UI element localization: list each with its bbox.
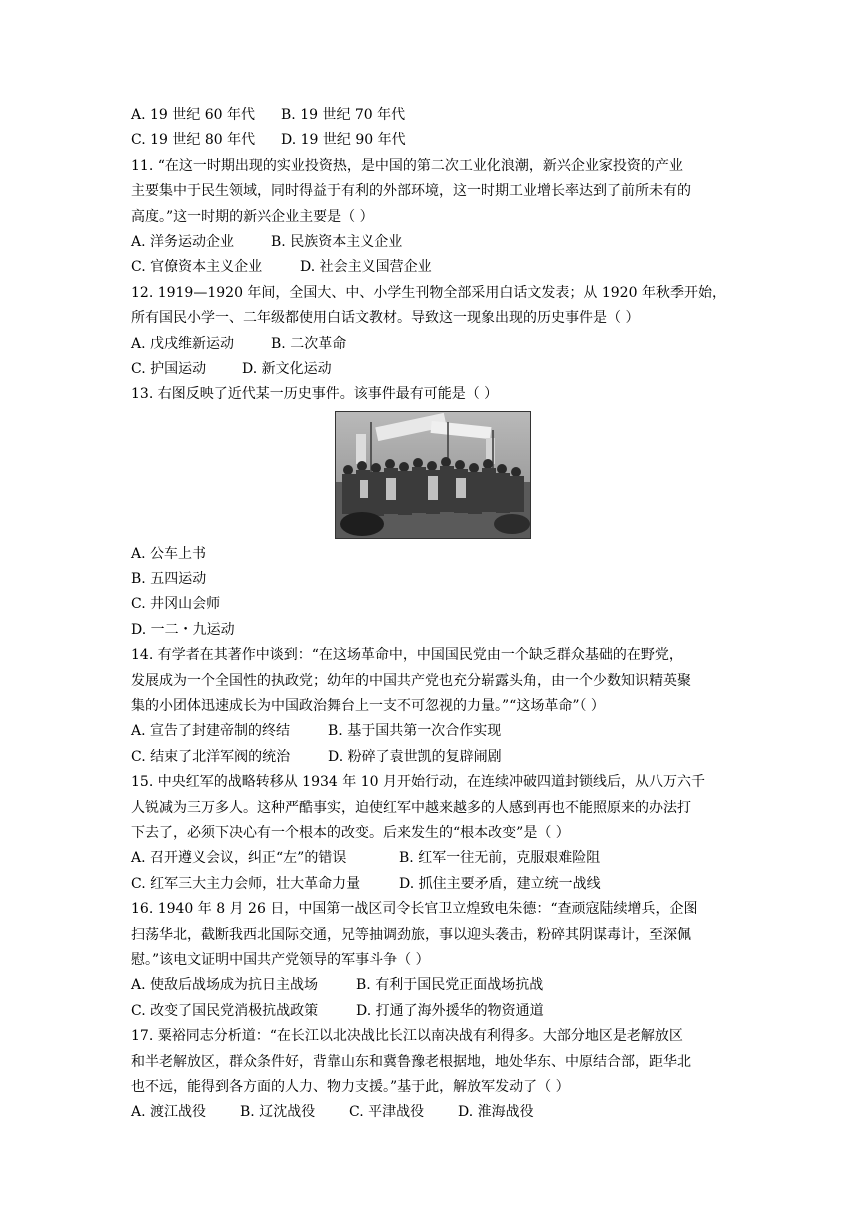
q15-option-b: B. 红军一往无前，克服艰难险阻 [399,850,601,867]
q14-option-a: A. 宣告了封建帝制的终结 [131,723,291,740]
q14-options-row-2 [131,745,731,770]
q12-option-d: D. 新文化运动 [242,360,332,377]
q15-stem-line-3: 下去了，必须下决心有一个根本的改变。后来发生的“根本改变”是（ ） [131,824,570,841]
q13-option-a: A. 公车上书 [131,545,207,562]
q10-options-row-2 [131,128,731,153]
q12-option-a: A. 戊戌维新运动 [131,335,235,352]
q17-options-row [131,1100,731,1125]
q15-option-c: C. 红军三大主力会师，壮大革命力量 [131,875,361,892]
q10-options-row-1 [131,103,731,128]
q11-options-row-1 [131,230,731,255]
q16-option-b: B. 有利于国民党正面战场抗战 [356,977,544,994]
q14-options-row-1 [131,719,731,744]
q12-stem-line-2: 所有国民小学一、二年级都使用白话文教材。导致这一现象出现的历史事件是（ ） [131,310,640,327]
q16-options-row-1 [131,973,731,998]
q11-option-c: C. 官僚资本主义企业 [131,259,263,276]
q13-option-b: B. 五四运动 [131,571,207,588]
q11-option-b: B. 民族资本主义企业 [271,233,403,250]
q16-stem-line-2: 扫荡华北，截断我西北国际交通，兄等抽调劲旅，事以迎头袭击，粉碎其阴谋毒计，至深佩 [131,926,691,943]
q12-stem-line-1: 12. 1919—1920 年间，全国大、中、小学生刊物全部采用白话文发表；从 1920 年秋季开始， [131,284,726,301]
q12-option-c: C. 护国运动 [131,360,207,377]
q14-stem-line-2: 发展成为一个全国性的执政党；幼年的中国共产党也充分崭露头角，由一个少数知识精英聚 [131,672,691,689]
q12-option-b: B. 二次革命 [271,335,347,352]
protest-march-photo [335,411,531,539]
q17-option-b: B. 辽沈战役 [240,1104,316,1121]
q15-stem-line-1: 15. 中央红军的战略转移从 1934 年 10 月开始行动，在连续冲破四道封锁线后，从八万六千 [131,774,705,791]
q11-options-row-2 [131,255,731,280]
q16-stem-line-1: 16. 1940 年 8 月 26 日，中国第一战区司令长官卫立煌致电朱德：“查顽寇陆续增兵，企图 [131,901,698,918]
q13-option-c: C. 井冈山会师 [131,596,221,613]
q14-stem-line-1: 14. 有学者在其著作中谈到：“在这场革命中，中国国民党由一个缺乏群众基础的在野党， [131,647,683,664]
q16-options-row-2 [131,999,731,1024]
q14-option-b: B. 基于国共第一次合作实现 [328,723,502,740]
q15-options-row-2 [131,872,731,897]
q17-option-a: A. 渡江战役 [131,1104,207,1121]
q12-options-row-2 [131,357,731,382]
q16-option-c: C. 改变了国民党消极抗战政策 [131,1002,319,1019]
q16-stem-line-3: 慰。”该电文证明中国共产党领导的军事斗争（ ） [131,951,430,968]
q14-stem-line-3: 集的小团体迅速成长为中国政治舞台上一支不可忽视的力量。”“这场革命”（ ） [131,698,605,715]
q17-stem-line-3: 也不远，能得到各方面的人力、物力支援。”基于此，解放军发动了（ ） [131,1078,570,1095]
q10-option-c: C. 19 世纪 80 年代 [131,132,256,149]
q15-options-row-1 [131,846,731,871]
q11-option-a: A. 洋务运动企业 [131,233,235,250]
q11-stem-line-3: 高度。”这一时期的新兴企业主要是（ ） [131,208,374,225]
q17-stem-line-1: 17. 粟裕同志分析道：“在长江以北决战比长江以南决战有利得多。大部分地区是老解放区 [131,1028,683,1045]
q16-option-d: D. 打通了海外援华的物资通道 [356,1002,544,1019]
q12-options-row-1 [131,332,731,357]
protest-march-illustration [336,412,530,538]
q15-stem-line-2: 人锐减为三万多人。这种严酷事实，迫使红军中越来越多的人感到再也不能照原来的办法打 [131,799,691,816]
q14-option-d: D. 粉碎了袁世凯的复辟闹剧 [328,748,502,765]
q17-option-c: C. 平津战役 [349,1104,425,1121]
q16-option-a: A. 使敌后战场成为抗日主战场 [131,977,319,994]
q13-option-d: D. 一二・九运动 [131,621,235,638]
q17-stem-line-2: 和半老解放区，群众条件好，背靠山东和冀鲁豫老根据地，地处华东、中原结合部，距华北 [131,1053,691,1070]
q11-stem-line-2: 主要集中于民生领域，同时得益于有利的外部环境，这一时期工业增长率达到了前所未有的 [131,183,691,200]
q10-option-d: D. 19 世纪 90 年代 [281,132,406,149]
q11-option-d: D. 社会主义国营企业 [300,259,432,276]
q13-figure-container [131,408,731,542]
q17-option-d: D. 淮海战役 [458,1104,534,1121]
q13-stem: 13. 右图反映了近代某一历史事件。该事件最有可能是（ ） [131,386,499,403]
q10-option-a: A. 19 世纪 60 年代 [131,107,255,123]
q15-option-d: D. 抓住主要矛盾，建立统一战线 [399,875,601,892]
q15-option-a: A. 召开遵义会议，纠正“左”的错误 [131,850,347,867]
q10-option-b: B. 19 世纪 70 年代 [281,107,406,123]
exam-page [131,103,731,1126]
q11-stem-line-1: 11. “在这一时期出现的实业投资热，是中国的第二次工业化浪潮，新兴企业家投资的产业 [131,157,683,174]
q14-option-c: C. 结束了北洋军阀的统治 [131,748,291,765]
